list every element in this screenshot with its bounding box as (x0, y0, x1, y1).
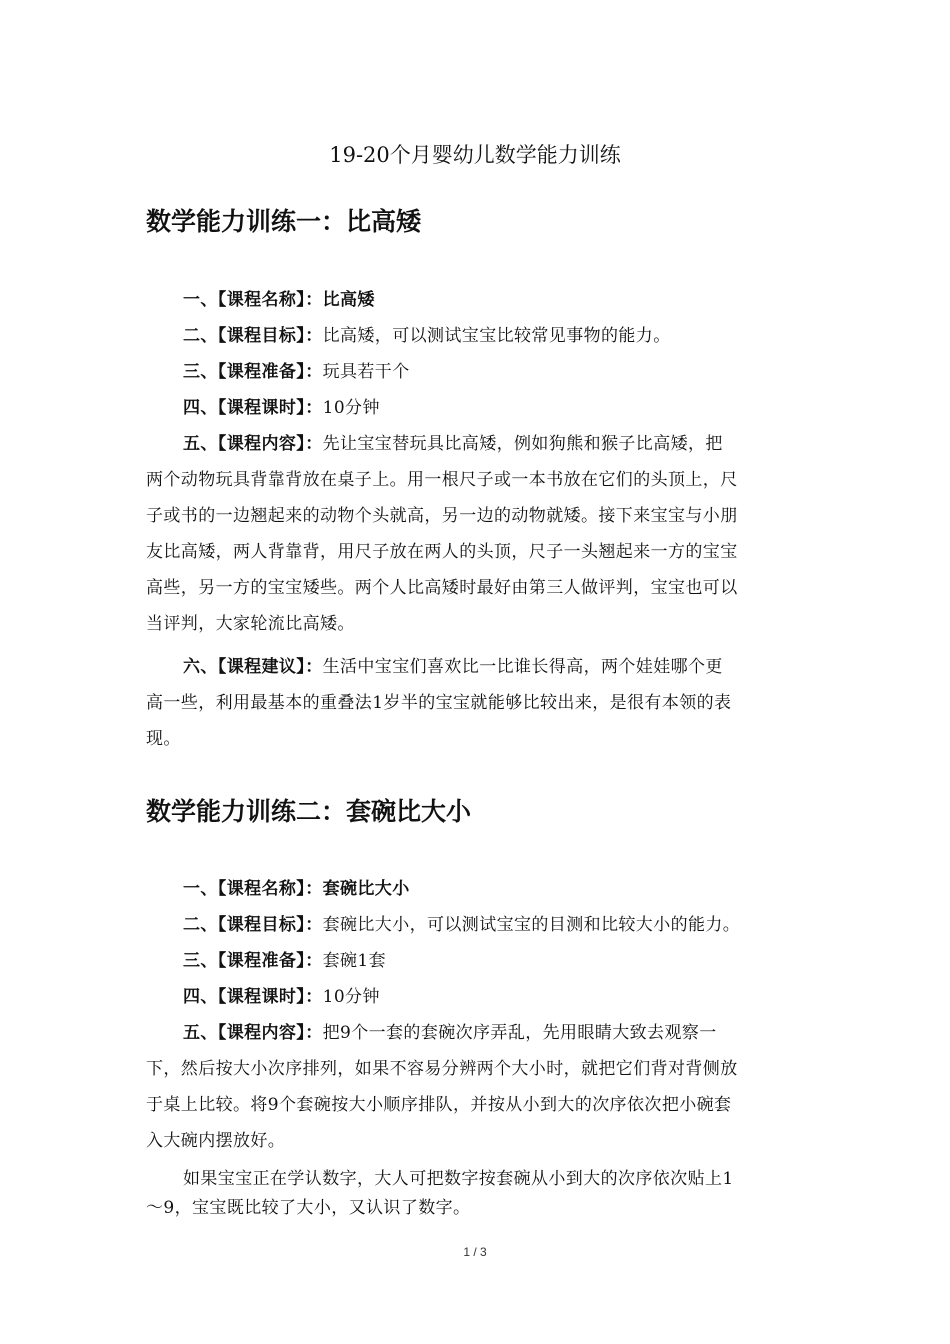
section-2-item-prep (183, 949, 808, 973)
section-2-item-content (183, 1021, 808, 1045)
section-2-content-line: 于桌上比较。将9个套碗按大小顺序排队，并按从小到大的次序依次把小碗套 (146, 1095, 732, 1115)
item-label: 一、【课程名称】： (183, 879, 323, 899)
item-label: 一、【课程名称】： (183, 290, 323, 310)
item-text: 10分钟 (322, 398, 380, 418)
section-2-extra-line: ～9，宝宝既比较了大小，又认识了数字。 (146, 1198, 471, 1218)
item-label: 五、【课程内容】： (183, 1023, 323, 1043)
section-1-suggestion-line: 现。 (146, 729, 181, 749)
item-text: 生活中宝宝们喜欢比一比谁长得高，两个娃娃哪个更 (322, 657, 723, 677)
section-1-title: 数学能力训练一：比高矮 (146, 207, 422, 236)
item-text: 比高矮 (322, 290, 375, 310)
item-label: 二、【课程目标】： (183, 326, 323, 346)
section-1-item-name (183, 288, 808, 312)
section-2-title: 数学能力训练二：套碗比大小 (146, 797, 472, 826)
item-text: 套碗1套 (322, 951, 387, 971)
page-number: 1 / 3 (463, 1245, 487, 1259)
item-label: 五、【课程内容】： (183, 434, 323, 454)
section-1-content-line: 当评判，大家轮流比高矮。 (146, 614, 355, 634)
section-1-content-line: 高些，另一方的宝宝矮些。两个人比高矮时最好由第三人做评判，宝宝也可以 (146, 578, 738, 598)
item-text: 10分钟 (322, 987, 380, 1007)
section-1-item-goal (183, 324, 808, 348)
section-2-item-time (183, 985, 808, 1009)
item-text: 套碗比大小 (322, 879, 410, 899)
section-2-content-line: 下，然后按大小次序排列，如果不容易分辨两个大小时，就把它们背对背侧放 (146, 1059, 738, 1079)
section-1-item-suggestion (183, 655, 808, 679)
section-2-item-goal (183, 913, 808, 937)
item-label: 二、【课程目标】： (183, 915, 323, 935)
section-2-item-name (183, 877, 808, 901)
item-label: 三、【课程准备】： (183, 951, 323, 971)
section-2-extra-paragraph: 如果宝宝正在学认数字，大人可把数字按套碗从小到大的次序依次贴上1 (183, 1169, 734, 1189)
section-1-content-line: 两个动物玩具背靠背放在桌子上。用一根尺子或一本书放在它们的头顶上，尺 (146, 470, 738, 490)
section-1-content-line: 友比高矮，两人背靠背，用尺子放在两人的头顶，尺子一头翘起来一方的宝宝 (146, 542, 738, 562)
section-1-item-time (183, 396, 808, 420)
item-text: 套碗比大小，可以测试宝宝的目测和比较大小的能力。 (322, 915, 741, 935)
item-text: 玩具若干个 (322, 362, 410, 382)
section-1-item-content (183, 432, 808, 456)
section-1-suggestion-line: 高一些，利用最基本的重叠法1岁半的宝宝就能够比较出来，是很有本领的表 (146, 693, 732, 713)
section-1-item-prep (183, 360, 808, 384)
item-text: 先让宝宝替玩具比高矮，例如狗熊和猴子比高矮，把 (322, 434, 723, 454)
item-text: 比高矮，可以测试宝宝比较常见事物的能力。 (322, 326, 671, 346)
document-title: 19-20个月婴幼儿数学能力训练 (329, 143, 621, 167)
item-label: 四、【课程课时】： (183, 398, 323, 418)
section-2-content-line: 入大碗内摆放好。 (146, 1131, 286, 1151)
item-label: 六、【课程建议】： (183, 657, 323, 677)
item-text: 把9个一套的套碗次序弄乱，先用眼睛大致去观察一 (322, 1023, 717, 1043)
item-label: 三、【课程准备】： (183, 362, 323, 382)
section-1-content-line: 子或书的一边翘起来的动物个头就高，另一边的动物就矮。接下来宝宝与小朋 (146, 506, 738, 526)
item-label: 四、【课程课时】： (183, 987, 323, 1007)
